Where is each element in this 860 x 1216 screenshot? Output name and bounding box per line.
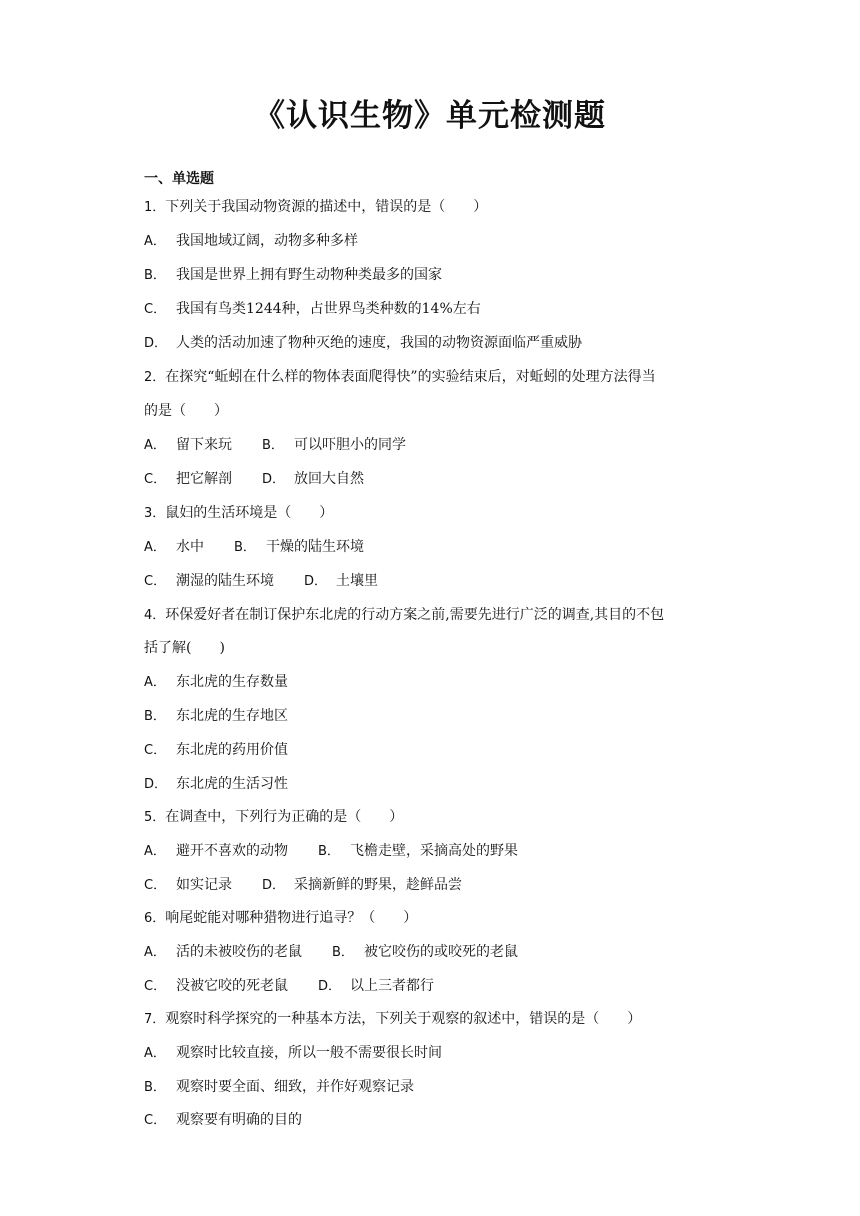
option-letter: D．: [262, 878, 286, 893]
question-5-options-ab: [144, 841, 518, 862]
option-text: 我国有鸟类1244种，占世界鸟类种数的14%左右: [176, 301, 481, 317]
option-letter: D．: [262, 472, 286, 487]
option-text: 被它咬伤的或咬死的老鼠: [364, 944, 518, 960]
question-7-option-b: [144, 1077, 414, 1098]
question-5-options-cd: [144, 875, 462, 896]
option-text: 飞檐走壁，采摘高处的野果: [350, 843, 518, 859]
option-letter: A．: [144, 675, 166, 690]
option-letter: A．: [144, 234, 166, 249]
question-5-stem: [144, 807, 403, 828]
option-letter: C．: [144, 1113, 167, 1128]
question-4-option-a: [144, 672, 288, 693]
option-letter: D．: [144, 336, 168, 351]
question-1-option-a: [144, 231, 358, 252]
question-text: 响尾蛇能对哪种猎物进行追寻？（ ）: [165, 910, 418, 926]
option-letter: B．: [144, 709, 166, 724]
question-number: 7．: [144, 1012, 166, 1027]
question-4-option-d: [144, 774, 288, 795]
question-6-options-cd: [144, 976, 434, 997]
option-text: 避开不喜欢的动物: [176, 843, 288, 859]
option-letter: C．: [144, 302, 167, 317]
option-text: 如实记录: [176, 877, 232, 893]
option-letter: D．: [318, 979, 342, 994]
question-6-stem: [144, 908, 417, 929]
option-text: 潮湿的陆生环境: [176, 573, 274, 589]
option-letter: C．: [144, 878, 167, 893]
question-number: 1．: [144, 200, 166, 215]
question-number: 4．: [144, 608, 166, 623]
question-2-options-cd: [144, 469, 364, 490]
option-letter: A．: [144, 844, 166, 859]
option-text: 我国地域辽阔，动物多种多样: [176, 233, 358, 249]
question-4-stem-continued: [144, 638, 225, 658]
option-text: 东北虎的生存地区: [176, 708, 288, 724]
option-letter: B．: [318, 844, 340, 859]
option-letter: C．: [144, 743, 167, 758]
option-text: 东北虎的药用价值: [176, 742, 288, 758]
option-text: 土壤里: [336, 573, 378, 589]
question-3-options-cd: [144, 571, 378, 592]
option-text: 东北虎的生活习性: [176, 776, 288, 792]
option-text: 放回大自然: [294, 471, 364, 487]
question-4-option-b: [144, 706, 288, 727]
option-letter: C．: [144, 574, 167, 589]
option-text: 观察时要全面、细致，并作好观察记录: [176, 1079, 414, 1095]
option-letter: D．: [304, 574, 328, 589]
option-letter: B．: [144, 1080, 166, 1095]
option-text: 留下来玩: [176, 437, 232, 453]
option-letter: B．: [262, 438, 284, 453]
question-text: 鼠妇的生活环境是（ ）: [165, 505, 334, 521]
option-letter: B．: [332, 945, 354, 960]
question-1-stem: [144, 197, 487, 218]
question-4-option-c: [144, 740, 288, 761]
question-1-option-b: [144, 265, 442, 286]
question-6-options-ab: [144, 942, 518, 963]
option-text: 以上三者都行: [350, 978, 434, 994]
question-7-option-c: [144, 1110, 302, 1131]
option-text: 没被它咬的死老鼠: [176, 978, 288, 994]
question-2-stem: [144, 367, 656, 388]
option-text: 观察时比较直接，所以一般不需要很长时间: [176, 1045, 442, 1061]
option-text: 干燥的陆生环境: [266, 539, 364, 555]
option-letter: B．: [144, 268, 166, 283]
question-text: 下列关于我国动物资源的描述中，错误的是（ ）: [165, 199, 488, 215]
question-3-stem: [144, 503, 333, 524]
option-letter: C．: [144, 472, 167, 487]
option-letter: A．: [144, 438, 166, 453]
option-text: 东北虎的生存数量: [176, 674, 288, 690]
question-number: 5．: [144, 810, 166, 825]
option-text: 可以吓胆小的同学: [294, 437, 406, 453]
question-1-option-d: [144, 333, 582, 354]
question-text: 观察时科学探究的一种基本方法，下列关于观察的叙述中，错误的是（ ）: [165, 1011, 642, 1027]
option-letter: C．: [144, 979, 167, 994]
option-text: 人类的活动加速了物种灭绝的速度，我国的动物资源面临严重威胁: [176, 335, 582, 351]
question-2-stem-continued: [144, 401, 228, 421]
section-heading: 一、单选题: [144, 171, 214, 187]
option-letter: A．: [144, 1046, 166, 1061]
option-letter: D．: [144, 777, 168, 792]
question-text: 环保爱好者在制订保护东北虎的行动方案之前,需要先进行广泛的调查,其目的不包: [165, 607, 665, 623]
question-number: 3．: [144, 506, 166, 521]
question-3-options-ab: [144, 537, 364, 558]
question-number: 2．: [144, 370, 166, 385]
question-7-option-a: [144, 1043, 442, 1064]
option-text: 活的未被咬伤的老鼠: [176, 944, 302, 960]
question-4-stem: [144, 605, 664, 626]
question-2-options-ab: [144, 435, 406, 456]
option-text: 采摘新鲜的野果，趁鲜品尝: [294, 877, 462, 893]
question-text: 在调查中，下列行为正确的是（ ）: [165, 809, 404, 825]
option-text: 观察要有明确的目的: [176, 1112, 302, 1128]
option-letter: A．: [144, 945, 166, 960]
option-text: 把它解剖: [176, 471, 232, 487]
question-text: 括了解( ): [144, 640, 225, 656]
option-text: 我国是世界上拥有野生动物种类最多的国家: [176, 267, 442, 283]
question-1-option-c: [144, 299, 481, 320]
document-title: 《认识生物》单元检测题: [254, 98, 606, 134]
question-text: 在探究“蚯蚓在什么样的物体表面爬得快”的实验结束后，对蚯蚓的处理方法得当: [165, 369, 656, 385]
option-letter: B．: [234, 540, 256, 555]
question-text: 的是（ ）: [144, 403, 228, 419]
option-text: 水中: [176, 539, 204, 555]
option-letter: A．: [144, 540, 166, 555]
question-7-stem: [144, 1009, 641, 1030]
question-number: 6．: [144, 911, 166, 926]
